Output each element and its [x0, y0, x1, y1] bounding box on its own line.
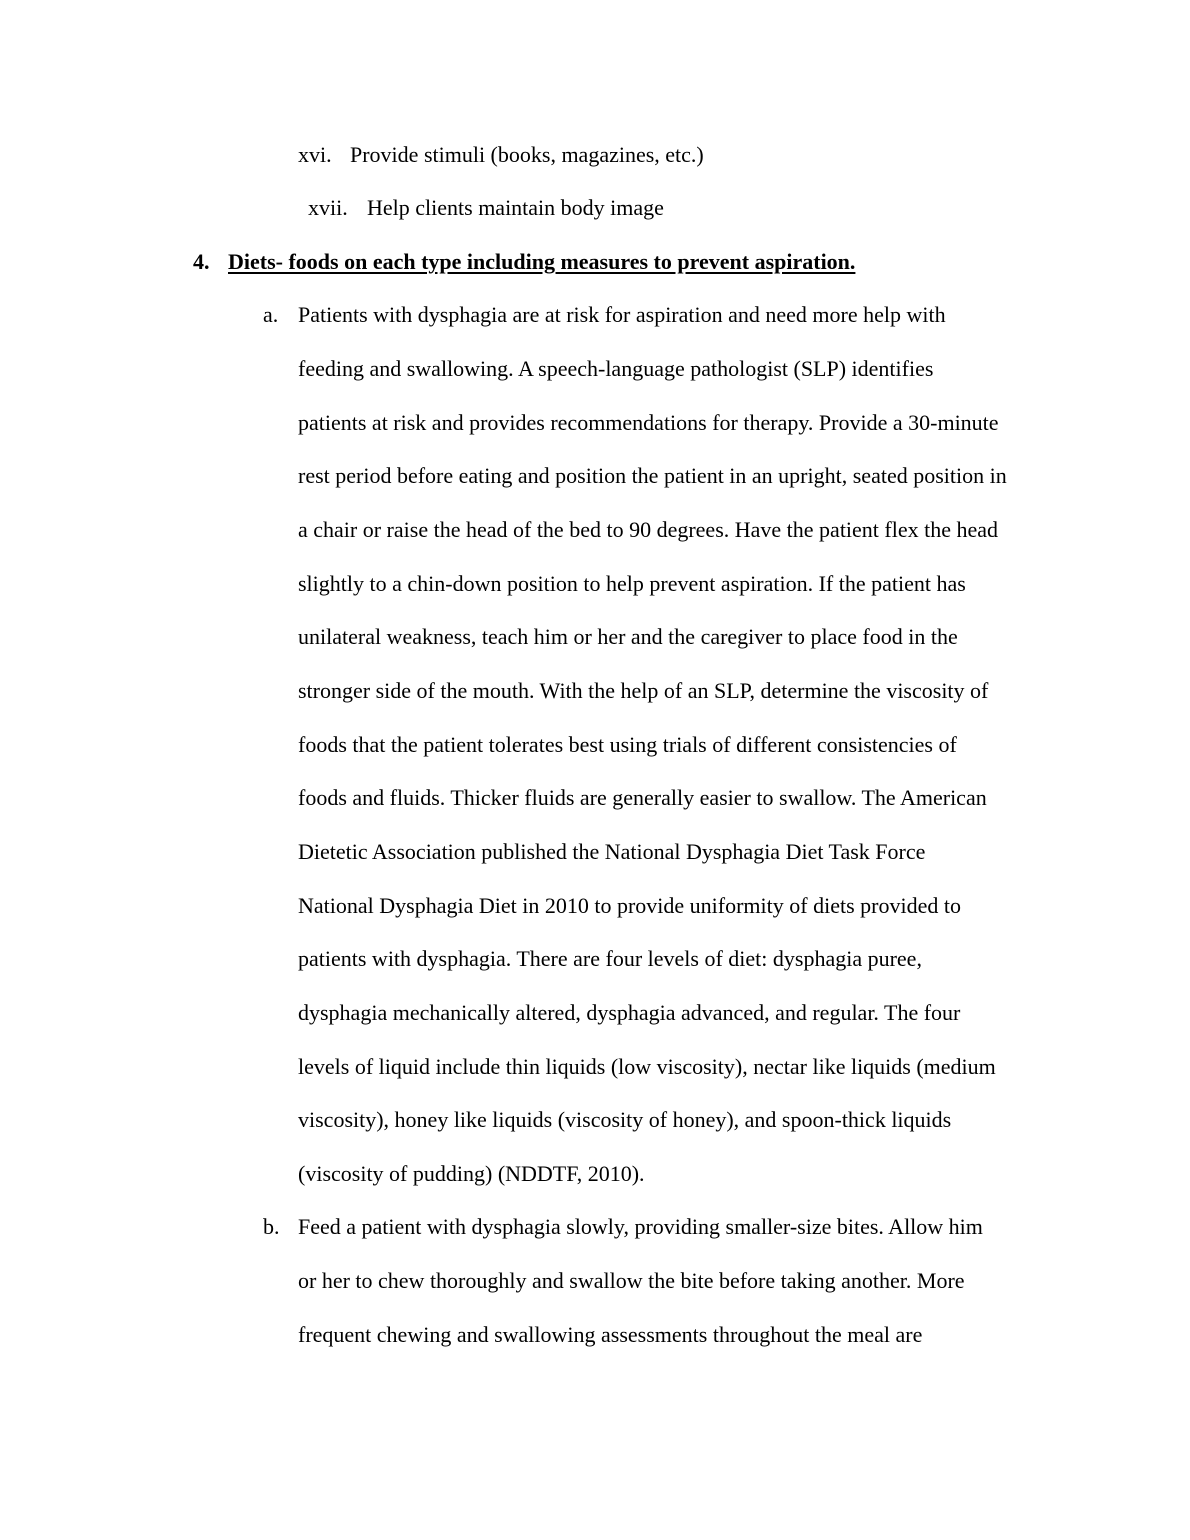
paragraph-line: viscosity), honey like liquids (viscosity of honey), and spoon-thick liquids — [298, 1107, 952, 1132]
roman-item-text: Help clients maintain body image — [367, 195, 664, 220]
paragraph-line: rest period before eating and position the patient in an upright, seated position in — [298, 463, 1007, 488]
paragraph-line: levels of liquid include thin liquids (low viscosity), nectar like liquids (medium — [298, 1054, 996, 1079]
section-title: Diets- foods on each type including measures to prevent aspiration. — [228, 249, 856, 274]
paragraph-line: National Dysphagia Diet in 2010 to provide uniformity of diets provided to — [298, 893, 961, 918]
paragraph-line: feeding and swallowing. A speech-language pathologist (SLP) identifies — [298, 356, 934, 381]
paragraph-line: or her to chew thoroughly and swallow the bite before taking another. More — [298, 1268, 965, 1293]
paragraph-line: patients with dysphagia. There are four levels of diet: dysphagia puree, — [298, 946, 922, 971]
paragraph-line: patients at risk and provides recommendations for therapy. Provide a 30-minute — [298, 410, 999, 435]
section-number: 4. — [193, 249, 210, 274]
paragraph-line: a chair or raise the head of the bed to 90 degrees. Have the patient flex the head — [298, 517, 999, 542]
paragraph-line: foods that the patient tolerates best using trials of different consistencies of — [298, 732, 957, 757]
roman-marker: xvii. — [308, 195, 348, 220]
paragraph-line: slightly to a chin-down position to help prevent aspiration. If the patient has — [298, 571, 966, 596]
paragraph-line: unilateral weakness, teach him or her and the caregiver to place food in the — [298, 624, 958, 649]
roman-item-text: Provide stimuli (books, magazines, etc.) — [350, 142, 704, 167]
paragraph-line: dysphagia mechanically altered, dysphagia advanced, and regular. The four — [298, 1000, 961, 1025]
paragraph-line: Patients with dysphagia are at risk for aspiration and need more help with — [298, 302, 946, 327]
roman-marker: xvi. — [298, 142, 332, 167]
paragraph-line: Dietetic Association published the National Dysphagia Diet Task Force — [298, 839, 926, 864]
paragraph-line: (viscosity of pudding) (NDDTF, 2010). — [298, 1161, 645, 1186]
list-marker: b. — [263, 1214, 280, 1239]
paragraph-line: stronger side of the mouth. With the help of an SLP, determine the viscosity of — [298, 678, 989, 703]
paragraph-line: frequent chewing and swallowing assessments throughout the meal are — [298, 1322, 923, 1347]
list-marker: a. — [263, 302, 279, 327]
paragraph-line: foods and fluids. Thicker fluids are generally easier to swallow. The American — [298, 785, 987, 810]
paragraph-line: Feed a patient with dysphagia slowly, providing smaller-size bites. Allow him — [298, 1214, 983, 1239]
